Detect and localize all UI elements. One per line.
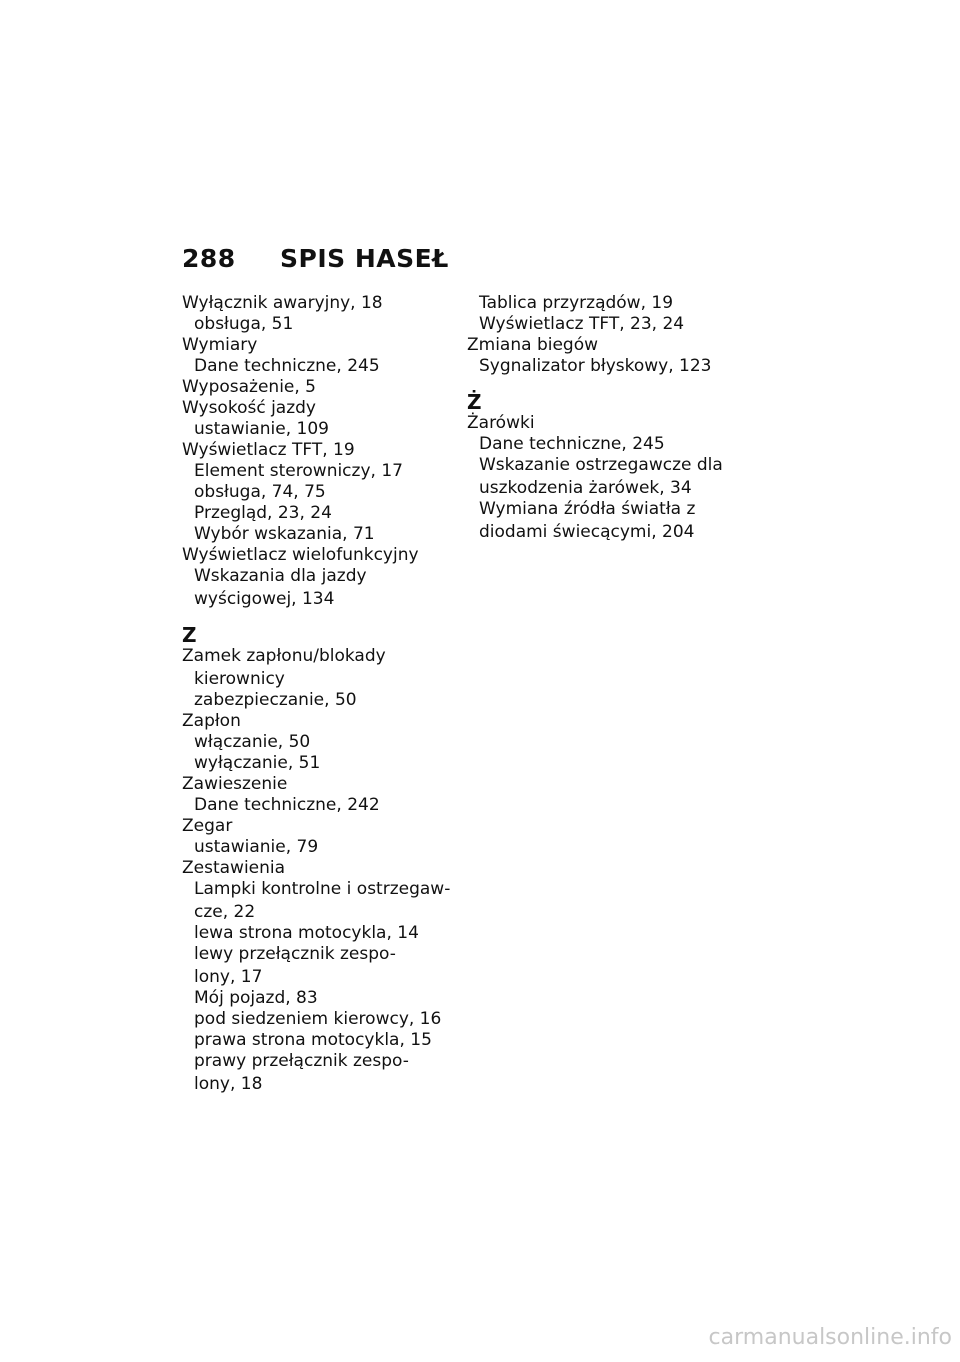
index-subentry: Sygnalizator błyskowy, 123 — [479, 356, 712, 376]
index-subentry: lewa strona motocykla, 14 — [194, 923, 419, 943]
index-subentry: włączanie, 50 — [194, 732, 311, 752]
index-entry: Zmiana biegów — [467, 335, 599, 355]
page-header — [182, 244, 449, 273]
index-column-right — [467, 293, 737, 543]
index-entry: Wymiary — [182, 335, 258, 355]
index-entry: Żarówki — [467, 413, 535, 433]
index-entry: Zamek zapłonu/blokady — [182, 646, 386, 666]
index-subentry: Wybór wskazania, 71 — [194, 524, 375, 544]
index-subentry: obsługa, 51 — [194, 314, 294, 334]
index-subentry: Tablica przyrządów, 19 — [479, 293, 674, 313]
index-subentry: ustawianie, 79 — [194, 837, 319, 857]
index-subentry-continuation: cze, 22 — [194, 902, 256, 922]
index-letter-heading: Ż — [467, 390, 482, 414]
index-subentry: Wskazania dla jazdy — [194, 566, 367, 586]
index-entry: Zawieszenie — [182, 774, 288, 794]
index-subentry: Dane techniczne, 245 — [479, 434, 665, 454]
index-subentry: prawy przełącznik zespo- — [194, 1051, 409, 1071]
index-subentry: wyłączanie, 51 — [194, 753, 321, 773]
index-subentry-continuation: lony, 17 — [194, 967, 263, 987]
index-subentry: Przegląd, 23, 24 — [194, 503, 332, 523]
index-subentry: Lampki kontrolne i ostrzegaw- — [194, 879, 451, 899]
index-entry: Wyposażenie, 5 — [182, 377, 316, 397]
index-entry: Zegar — [182, 816, 233, 836]
index-subentry-continuation: lony, 18 — [194, 1074, 263, 1094]
index-subentry: Element sterowniczy, 17 — [194, 461, 403, 481]
index-subentry: Mój pojazd, 83 — [194, 988, 318, 1008]
watermark: carmanualsonline.info — [708, 1325, 952, 1350]
index-subentry: prawa strona motocykla, 15 — [194, 1030, 432, 1050]
page-number: 288 — [182, 244, 236, 273]
index-column-left — [182, 293, 462, 1095]
index-subentry: Dane techniczne, 242 — [194, 795, 380, 815]
index-subentry: ustawianie, 109 — [194, 419, 329, 439]
index-subentry: Dane techniczne, 245 — [194, 356, 380, 376]
index-subentry: zabezpieczanie, 50 — [194, 690, 357, 710]
index-subentry: Wyświetlacz TFT, 23, 24 — [479, 314, 685, 334]
index-subentry-continuation: diodami świecącymi, 204 — [479, 522, 695, 542]
index-subentry: lewy przełącznik zespo- — [194, 944, 396, 964]
index-entry-continuation: kierownicy — [194, 669, 285, 689]
index-letter-heading: Z — [182, 623, 197, 647]
page-title: SPIS HASEŁ — [280, 244, 449, 273]
index-entry: Wysokość jazdy — [182, 398, 316, 418]
index-subentry: obsługa, 74, 75 — [194, 482, 326, 502]
index-entry: Wyświetlacz wielofunkcyjny — [182, 545, 419, 565]
index-subentry: Wskazanie ostrzegawcze dla — [479, 455, 723, 475]
index-subentry-continuation: uszkodzenia żarówek, 34 — [479, 478, 692, 498]
index-entry: Zestawienia — [182, 858, 286, 878]
index-subentry-continuation: wyścigowej, 134 — [194, 589, 335, 609]
index-entry: Zapłon — [182, 711, 241, 731]
index-subentry: Wymiana źródła światła z — [479, 499, 696, 519]
index-entry: Wyświetlacz TFT, 19 — [182, 440, 355, 460]
index-entry: Wyłącznik awaryjny, 18 — [182, 293, 383, 313]
index-subentry: pod siedzeniem kierowcy, 16 — [194, 1009, 442, 1029]
